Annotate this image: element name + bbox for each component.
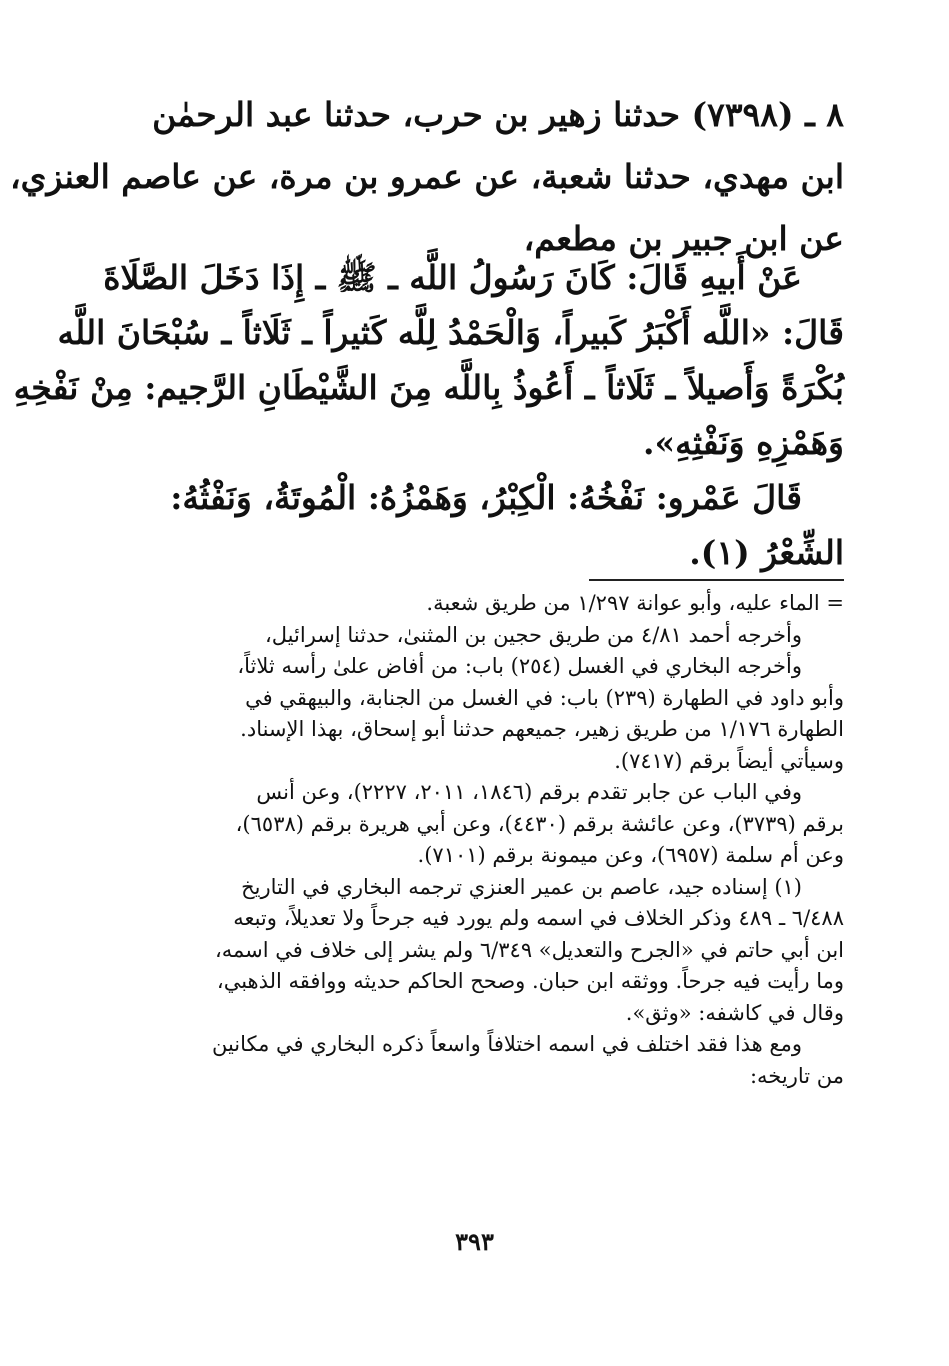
hadith-isnad (9, 84, 844, 270)
footnote-line: وفي الباب عن جابر تقدم برقم (١٨٤٦، ٢٠١١، ٢٢٢٧)، وعن أنس (256, 780, 802, 804)
footnote-line: ومع هذا فقد اختلف في اسمه اختلافاً واسعاً ذكره البخاري في مكانين (211, 1032, 802, 1056)
footnote-line: وأخرجه البخاري في الغسل (٢٥٤) باب: من أفاض علىٰ رأسه ثلاثاً، (237, 654, 802, 678)
footnote-line: وأبو داود في الطهارة (٢٣٩) باب: في الغسل من الجنابة، والبيهقي في (245, 685, 844, 710)
footnote-separator (589, 579, 844, 581)
isnad-line: عن ابن جبير بن مطعم، (523, 219, 844, 258)
footnote-line: وقال في كاشفه: «وثق». (625, 1000, 844, 1025)
matn-line: وَهَمْزِهِ وَنَفْثِهِ». (643, 423, 844, 462)
footnote-line: = الماء عليه، وأبو عوانة ١/٢٩٧ من طريق شعبة. (426, 591, 844, 615)
matn-line: عَنْ أَبيهِ قَالَ: كَانَ رَسُولُ اللَّه ـ ﷺ ـ إِذَا دَخَلَ الصَّلَاةَ (103, 258, 802, 297)
matn-line: قَالَ: «اللَّه أَكْبَرُ كَبيراً، وَالْحَمْدُ لِلَّه كَثيراً ـ ثَلَاثاً ـ سُبْحَانَ اللَّه (57, 313, 844, 352)
hadith-matn (13, 250, 844, 580)
footnote-line: الطهارة ١/١٧٦ من طريق زهير، جميعهم حدثنا أبو إسحاق، بهذا الإسناد. (240, 717, 844, 741)
footnote-line: وما رأيت فيه جرحاً. ووثقه ابن حبان. وصحح الحاكم حديثه ووافقه الذهبي، (216, 969, 844, 993)
footnote-line: وأخرجه أحمد ٤/٨١ من طريق حجين بن المثنىٰ، حدثنا إسرائيل، (265, 622, 802, 647)
matn-line: الشِّعْرُ (١). (689, 533, 844, 572)
footnote-line: ابن أبي حاتم في «الجرح والتعديل» ٦/٣٤٩ ولم يشر إلى خلاف في اسمه، (215, 937, 844, 962)
footnote-line: برقم (٣٧٣٩)، وعن عائشة برقم (٤٤٣٠)، وعن أبي هريرة برقم (٦٥٣٨)، (235, 811, 844, 836)
footnote-line: من تاريخه: (749, 1063, 844, 1088)
matn-line: بُكْرَةً وَأَصيلاً ـ ثَلَاثاً ـ أَعُوذُ بِاللَّه مِنَ الشَّيْطَانِ الرَّجيم: مِنْ نَفْخِهِ (13, 368, 844, 407)
footnote-line: ٦/٤٨٨ ـ ٤٨٩ وذكر الخلاف في اسمه ولم يورد فيه جرحاً ولا تعديلاً، وتبعه (233, 906, 844, 930)
footnotes (143, 588, 844, 1092)
isnad-line: ابن مهدي، حدثنا شعبة، عن عمرو بن مرة، عن عاصم العنزي، (9, 157, 844, 196)
footnote-line: وسيأتي أيضاً برقم (٧٤١٧). (614, 748, 844, 773)
matn-line: قَالَ عَمْرو: نَفْخُهُ: الْكِبْرُ، وَهَمْزُهُ: الْمُوتَةُ، وَنَفْثُهُ: (170, 478, 802, 517)
footnote-line: وعن أم سلمة (٦٩٥٧)، وعن ميمونة برقم (٧١٠١). (417, 843, 844, 867)
isnad-line: ٨ ـ (٧٣٩٨) حدثنا زهير بن حرب، حدثنا عبد الرحمٰن (152, 95, 844, 134)
page-number: ٣٩٣ (455, 1227, 494, 1256)
footnote-line: (١) إسناده جيد، عاصم بن عمير العنزي ترجمه البخاري في التاريخ (241, 874, 802, 899)
